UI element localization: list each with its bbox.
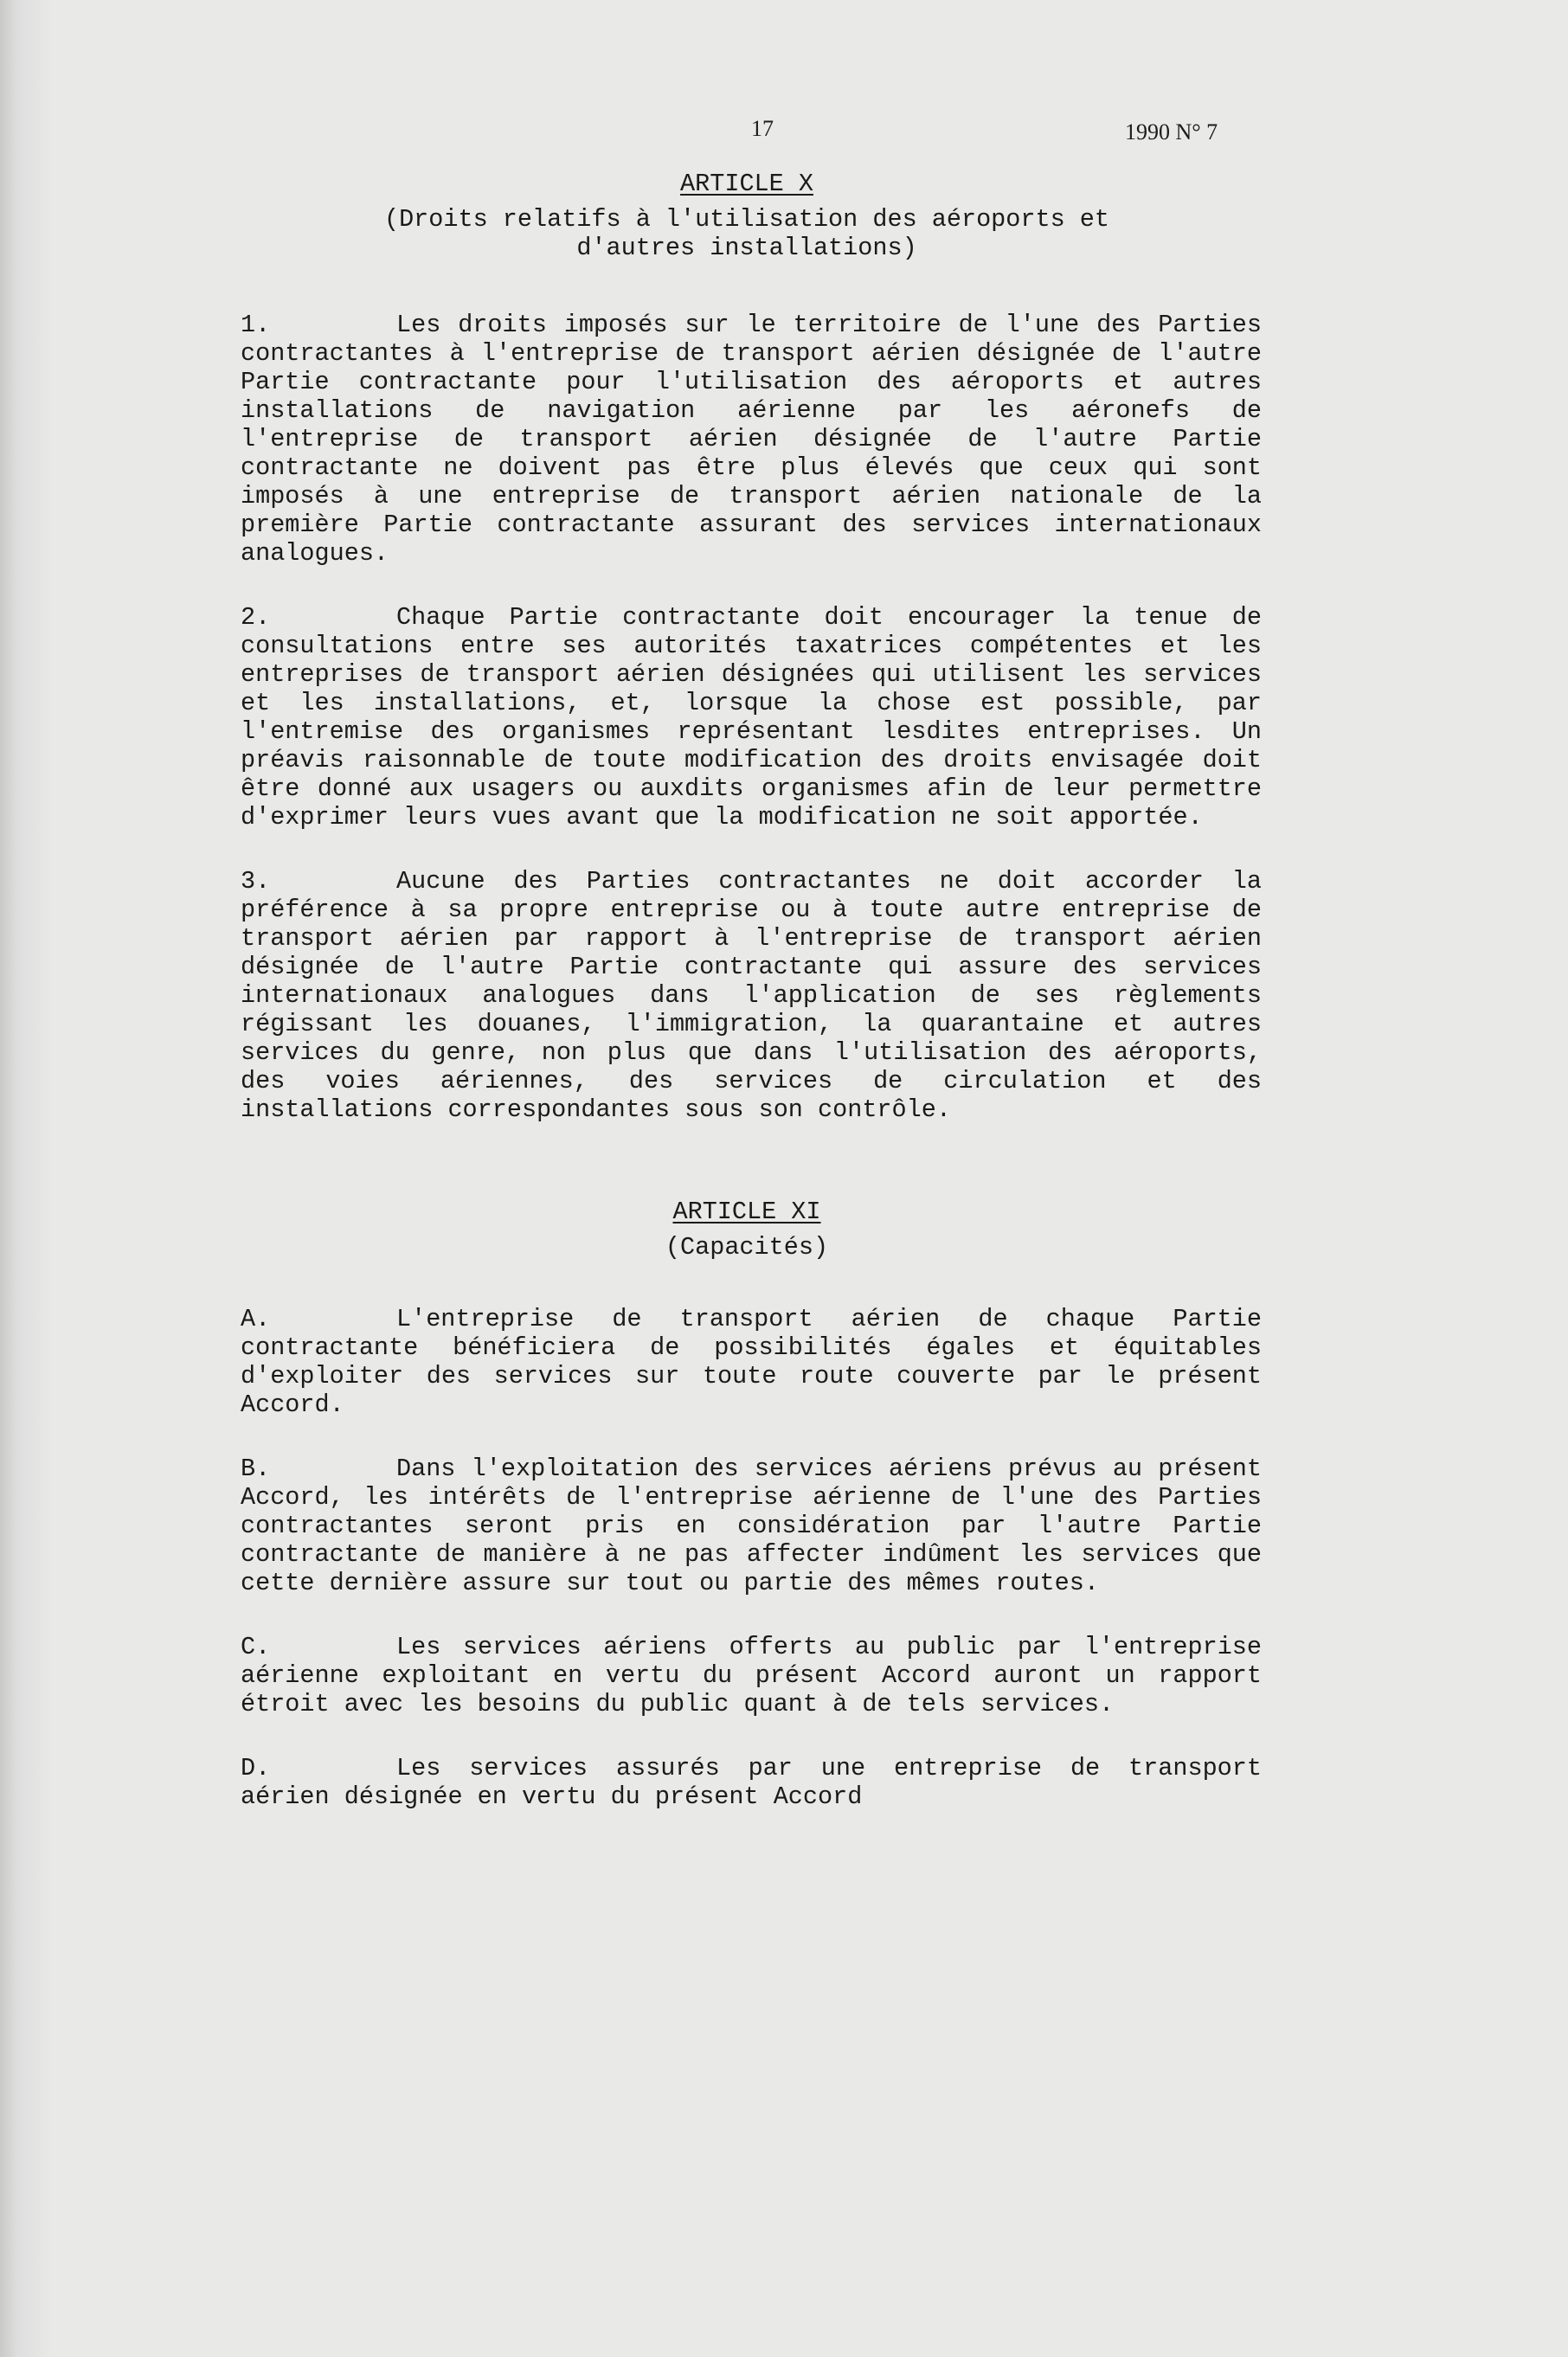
document-body	[241, 170, 1262, 1846]
article-xi-title: ARTICLE XI	[672, 1198, 821, 1226]
article-x-title: ARTICLE X	[680, 170, 813, 198]
paragraph-number: 1.	[241, 311, 271, 339]
paragraph-text: Les droits imposés sur le territoire de l'une des Parties contractantes à l'entreprise de transport aérien désignée de l'autre Partie contractante pour l'utilisation des aéroports et autres installations de navigation aérienne par les aéronefs de l'entreprise de transport aérien désignée de l'autre Partie contractante ne doivent pas être plus élevés que ceux qui sont imposés à une entreprise de transport aérien nationale de la première Partie contractante assurant des services internationaux analogues.	[241, 311, 1262, 568]
article-x-subtitle: (Droits relatifs à l'utilisation des aéroports et d'autres installations)	[383, 205, 1110, 262]
article-x-paragraph-3	[241, 867, 1262, 1124]
document-reference: 1990 N° 7	[1125, 119, 1218, 145]
paragraph-text: Dans l'exploitation des services aériens prévus au présent Accord, les intérêts de l'entreprise aérienne de l'une des Parties contractantes seront pris en considération par l'autre Partie contractante de manière à ne pas affecter indûment les services que cette dernière assure sur tout ou partie des mêmes routes.	[241, 1455, 1262, 1597]
paragraph-text: Les services assurés par une entreprise de transport aérien désignée en vertu du présent Accord	[241, 1754, 1262, 1811]
paragraph-number: A.	[241, 1305, 271, 1333]
article-xi-paragraph-d	[241, 1754, 1262, 1811]
article-x-paragraph-1	[241, 311, 1262, 568]
paragraph-number: C.	[241, 1633, 271, 1661]
paragraph-number: B.	[241, 1455, 271, 1483]
article-xi-paragraph-b	[241, 1455, 1262, 1597]
article-spacer	[241, 1159, 1262, 1198]
page-number: 17	[751, 116, 774, 141]
article-xi-paragraph-a	[241, 1305, 1262, 1419]
article-xi-subtitle: (Capacités)	[665, 1233, 829, 1262]
binding-edge	[0, 0, 52, 2357]
paragraph-text: Les services aériens offerts au public par l'entreprise aérienne exploitant en vertu du présent Accord auront un rapport étroit avec les besoins du public quant à de tels services.	[241, 1633, 1262, 1718]
paragraph-number: 3.	[241, 867, 271, 896]
paragraph-text: Chaque Partie contractante doit encourager la tenue de consultations entre ses autorités taxatrices compétentes et les entreprises de transport aérien désignées qui utilisent les services et les installations, et, lorsque la chose est possible, par l'entremise des organismes représentant lesdites entreprises. Un préavis raisonnable de toute modification des droits envisagée doit être donné aux usagers ou auxdits organismes afin de leur permettre d'exprimer leurs vues avant que la modification ne soit apportée.	[241, 603, 1262, 832]
article-x-paragraph-2	[241, 603, 1262, 832]
paragraph-number: 2.	[241, 603, 271, 632]
paragraph-text: Aucune des Parties contractantes ne doit accorder la préférence à sa propre entreprise ou à toute autre entreprise de transport aérien par rapport à l'entreprise de transport aérien désignée de l'autre Partie contractante qui assure des services internationaux analogues dans l'application de ses règlements régissant les douanes, l'immigration, la quarantaine et autres services du genre, non plus que dans l'utilisation des aéroports, des voies aériennes, des services de circulation et des installations correspondantes sous son contrôle.	[241, 867, 1262, 1124]
paragraph-text: L'entreprise de transport aérien de chaque Partie contractante bénéficiera de possibilités égales et équitables d'exploiter des services sur toute route couverte par le présent Accord.	[241, 1305, 1262, 1419]
paragraph-number: D.	[241, 1754, 271, 1782]
article-xi-paragraph-c	[241, 1633, 1262, 1718]
